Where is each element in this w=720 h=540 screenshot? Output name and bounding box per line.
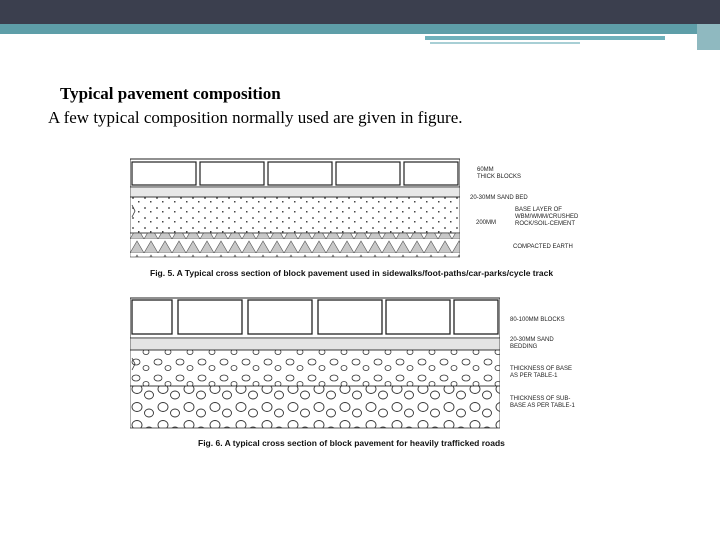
fig1-label-thick: THICK: [477, 174, 495, 180]
fig2-label-sand: 20-30MM SAND BEDDING: [510, 337, 554, 350]
fig1-label-blocks: BLOCKS: [496, 174, 522, 180]
fig2-label-base: THICKNESS OF BASE AS PER TABLE-1: [510, 366, 573, 379]
fig2-label-subbase: THICKNESS OF SUB-BASE AS PER TABLE-1: [510, 396, 575, 409]
fig1-label-sand-bed: SAND BED: [497, 195, 528, 201]
fig1-label-60mm: 60MM: [477, 167, 494, 173]
figure-block-pavement-heavy-roads: [130, 292, 500, 432]
accent-line: [425, 36, 665, 40]
fig2-label-blocks: 80-100MM BLOCKS: [510, 317, 565, 323]
fig1-label-sand: [470, 195, 528, 202]
fig1-label-sand-thickness: 20-30MM: [470, 195, 496, 201]
accent-strip: [0, 24, 720, 34]
accent-line-thin: [430, 42, 580, 44]
figure-block-pavement-sidewalk: [130, 155, 460, 260]
accent-corner: [697, 24, 720, 50]
top-bar: [0, 0, 720, 24]
fig1-label-blocks-thickness: [477, 167, 521, 181]
fig1-caption: Fig. 5. A Typical cross section of block pavement used in sidewalks/foot-paths/car-parks/cycle track: [150, 268, 554, 278]
fig1-label-earth: COMPACTED EARTH: [513, 244, 573, 250]
fig2-caption: Fig. 6. A typical cross section of block pavement for heavily trafficked roads: [198, 438, 505, 448]
slide-body-text: A few typical composition normally used are given in figure.: [48, 108, 463, 127]
slide-title: Typical pavement composition: [60, 84, 281, 103]
fig1-label-base: BASE LAYER OF WBM/WMM/CRUSHED ROCK/SOIL-CEMENT: [515, 207, 579, 227]
fig1-label-base-thickness: 200MM: [476, 220, 497, 226]
